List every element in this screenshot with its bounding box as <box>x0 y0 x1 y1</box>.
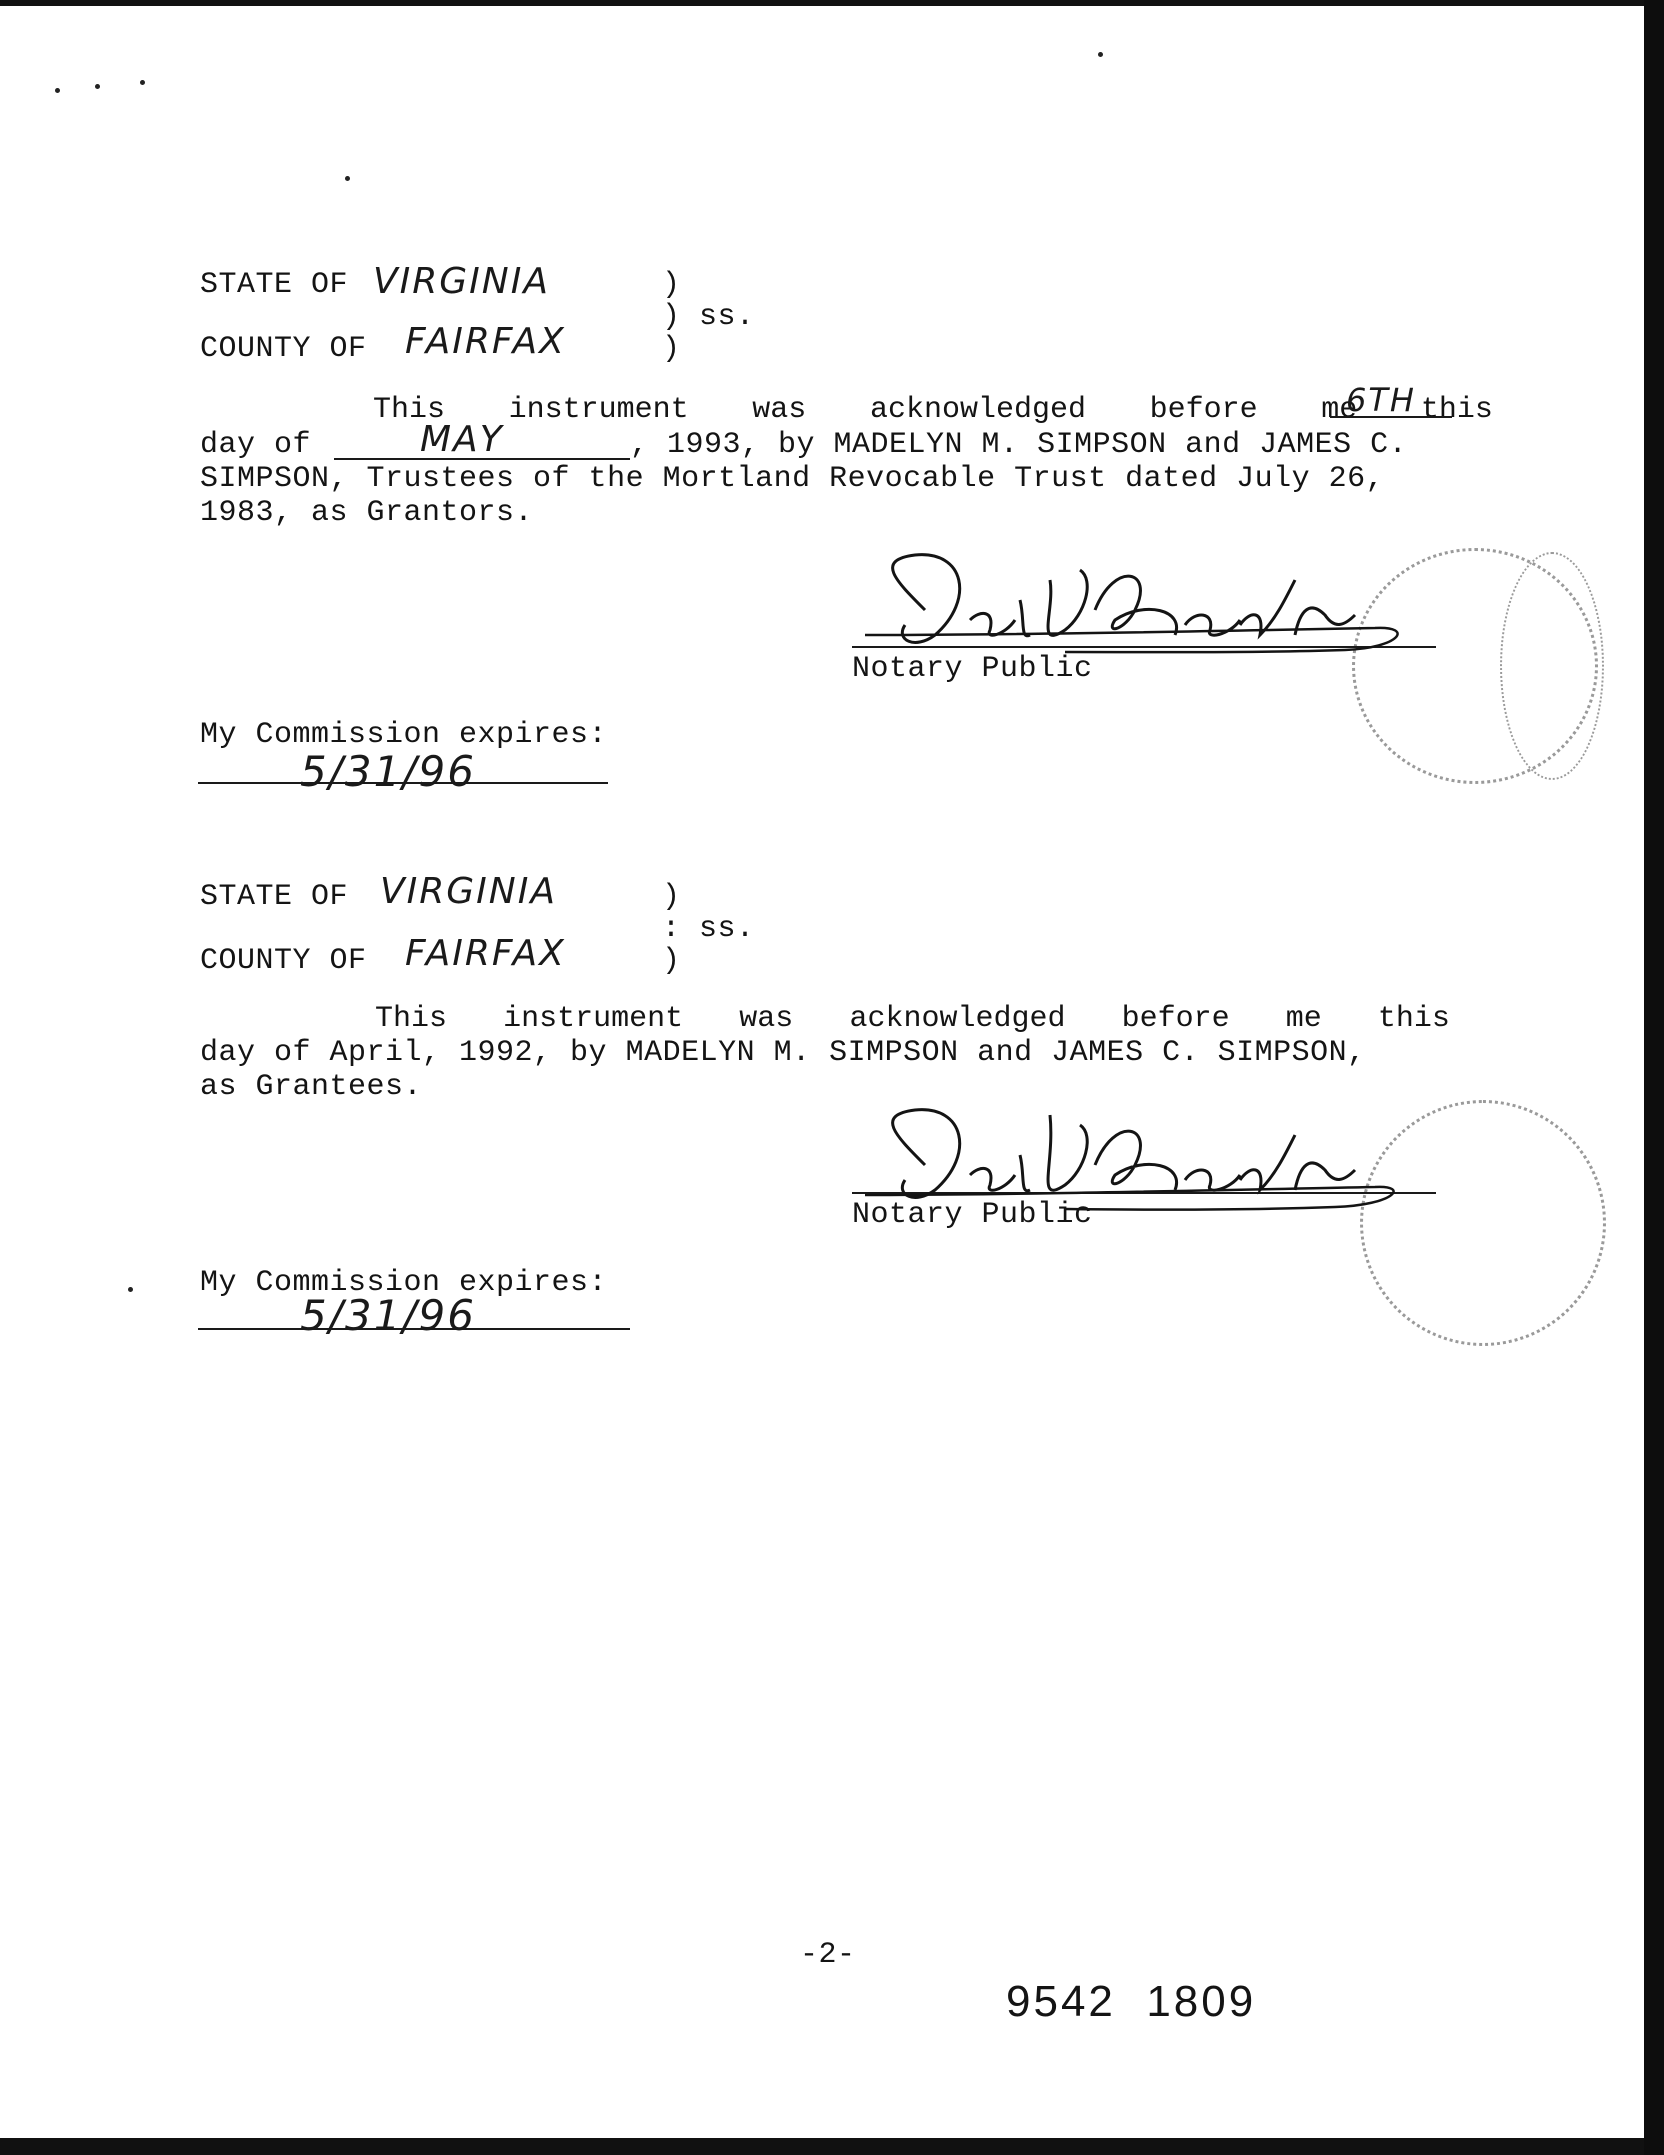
notary-seal-edge-1 <box>1500 552 1604 780</box>
document-stamp-number: 9542 1809 <box>1006 1977 1257 2026</box>
commission-value-2: 5/31/96 <box>300 1291 476 1340</box>
scan-edge-bottom <box>0 2138 1644 2155</box>
venue-paren-bottom-1: ) <box>662 332 681 366</box>
scan-speck <box>128 1287 133 1292</box>
venue-paren-top-2: ) <box>662 880 681 914</box>
word: me <box>1285 1002 1322 1036</box>
venue-ss-2: : ss. <box>662 912 755 946</box>
word: before <box>1149 393 1258 427</box>
notary-public-label-2: Notary Public <box>852 1198 1093 1232</box>
word: this <box>1420 393 1493 427</box>
state-value-1: VIRGINIA <box>373 261 550 302</box>
commission-label-2: My Commission expires: <box>200 1266 608 1300</box>
word: instrument <box>503 1002 684 1036</box>
word: acknowledged <box>869 393 1086 427</box>
ack-line-3-block1: SIMPSON, Trustees of the Mortland Revocable Trust dated July 26, <box>200 462 1385 496</box>
ack-line-1-block1 <box>373 393 1493 427</box>
state-label-2: STATE OF <box>200 880 349 914</box>
venue-paren-bottom-2: ) <box>662 944 681 978</box>
scan-edge-top <box>0 0 1644 6</box>
day-value-1: 6TH <box>1346 381 1416 419</box>
scan-speck <box>55 88 60 93</box>
venue-paren-top-1: ) <box>662 268 681 302</box>
word: acknowledged <box>849 1002 1066 1036</box>
word: This <box>375 1002 448 1036</box>
line2-prefix-1: day of <box>200 428 312 462</box>
county-value-1: FAIRFAX <box>405 321 566 362</box>
page-number: -2- <box>800 1938 856 1972</box>
ack-line-3-block2: as Grantees. <box>200 1070 423 1104</box>
scan-speck <box>1098 52 1103 57</box>
county-label-2: COUNTY OF <box>200 944 367 978</box>
ack-line-4-block1: 1983, as Grantors. <box>200 496 534 530</box>
word: this <box>1377 1002 1450 1036</box>
county-label-1: COUNTY OF <box>200 332 367 366</box>
month-blank-1 <box>334 458 630 460</box>
line2-suffix-1: , 1993, by MADELYN M. SIMPSON and JAMES C. <box>630 428 1408 462</box>
word: me <box>1321 393 1358 427</box>
state-value-2: VIRGINIA <box>380 871 557 912</box>
notary-public-label-1: Notary Public <box>852 652 1093 686</box>
ack-line-1-block2 <box>375 1002 1450 1036</box>
state-label-1: STATE OF <box>200 268 349 302</box>
day-blank-1 <box>1330 416 1452 418</box>
month-value-1: MAY <box>420 419 504 460</box>
word: was <box>752 393 807 427</box>
venue-ss-1: ) ss. <box>662 300 755 334</box>
commission-blank-1 <box>198 782 608 784</box>
commission-blank-2 <box>198 1328 630 1330</box>
word: instrument <box>508 393 689 427</box>
county-value-2: FAIRFAX <box>405 933 566 974</box>
word: This <box>373 393 446 427</box>
scan-speck <box>345 176 350 181</box>
commission-label-1: My Commission expires: <box>200 718 608 752</box>
word: was <box>739 1002 794 1036</box>
scan-edge-right <box>1644 0 1664 2155</box>
scan-speck <box>140 80 145 85</box>
scan-speck <box>95 84 100 89</box>
ack-line-2-block2: day of April, 1992, by MADELYN M. SIMPSON and JAMES C. SIMPSON, <box>200 1036 1366 1070</box>
commission-value-1: 5/31/96 <box>300 747 476 796</box>
word: before <box>1121 1002 1230 1036</box>
